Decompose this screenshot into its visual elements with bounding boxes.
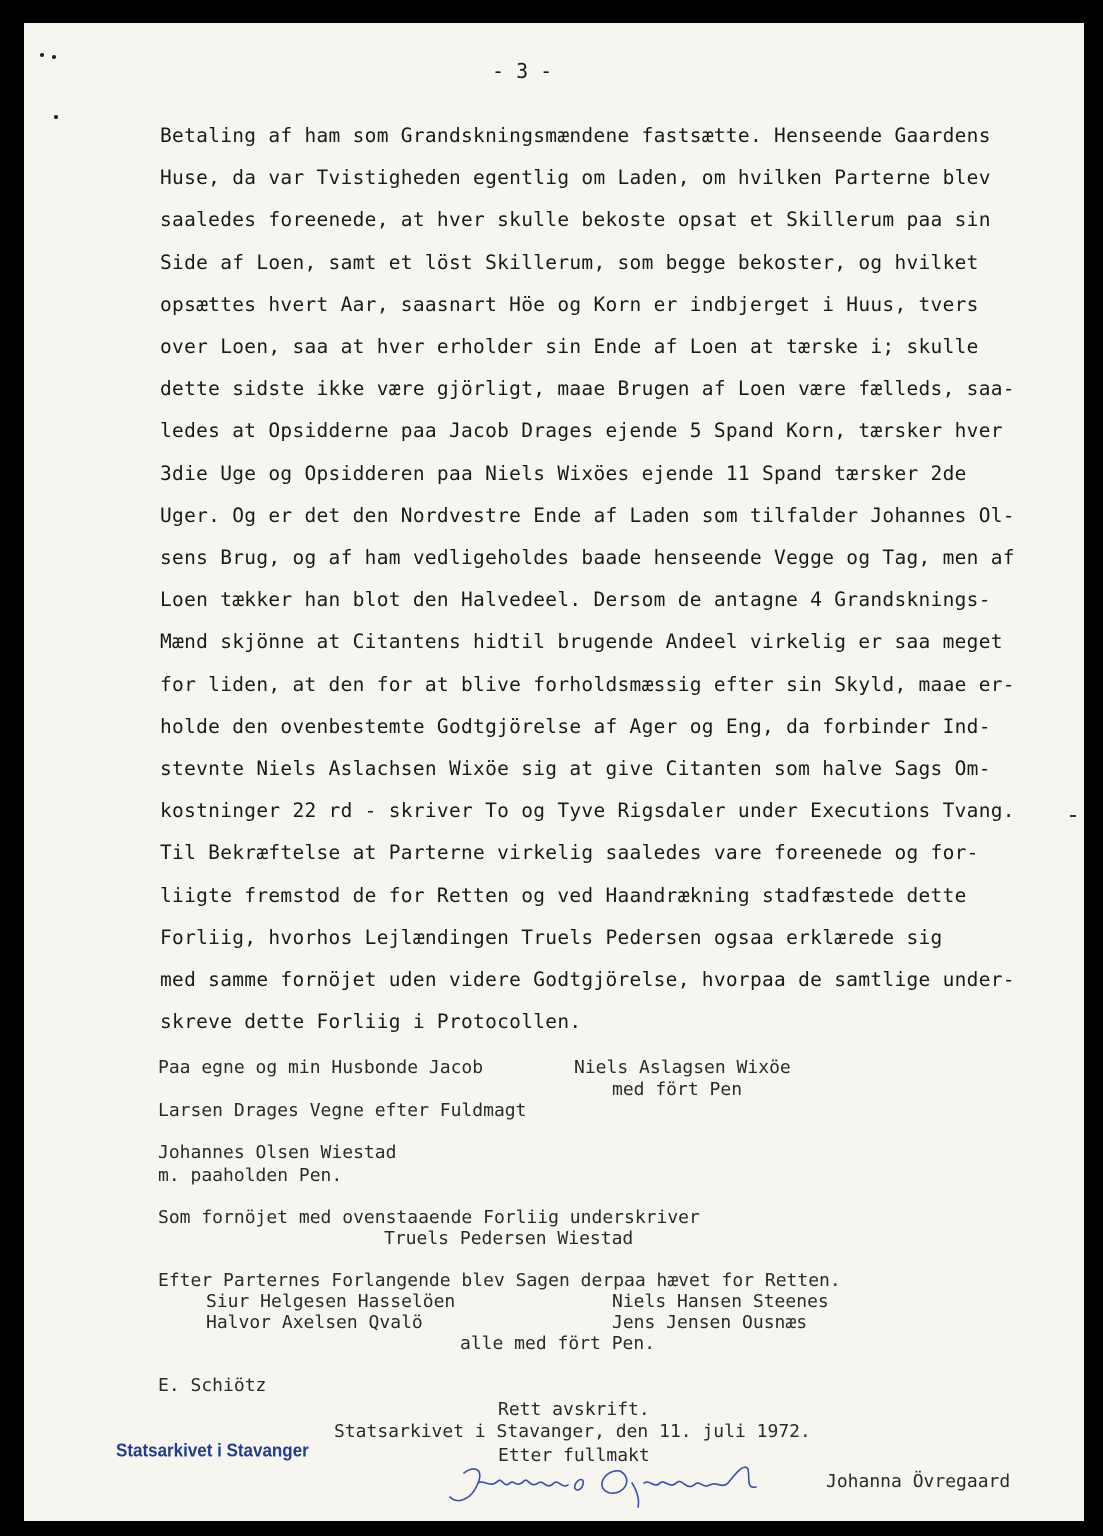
signature-schiotz: E. Schiötz xyxy=(158,1375,267,1396)
signature-johannes-name: Johannes Olsen Wiestad xyxy=(158,1142,397,1163)
body-line: Betaling af ham som Grandskningsmændene fastsætte. Henseende Gaardens xyxy=(160,124,991,147)
body-line: stevnte Niels Aslachsen Wixöe sig at give Citanten som halve Sags Om- xyxy=(160,757,991,780)
body-line: for liden, at den for at blive forholdsmæssig efter sin Skyld, maae er- xyxy=(160,672,1015,696)
body-line: 3die Uge og Opsidderen paa Niels Wixöes ejende 11 Spand tærsker 2de xyxy=(160,461,967,485)
margin-dot xyxy=(40,53,44,57)
certification-signer: Johanna Övregaard xyxy=(826,1471,1011,1492)
signature-larsen: Larsen Drages Vegne efter Fuldmagt xyxy=(158,1100,527,1121)
signature-niels-name: Niels Aslagsen Wixöe xyxy=(574,1057,791,1078)
signature-truels: Truels Pedersen Wiestad xyxy=(384,1228,634,1249)
body-line: kostninger 22 rd - skriver To og Tyve Rigsdaler under Executions Tvang. xyxy=(160,799,1015,823)
body-line: Til Bekræftelse at Parterne virkelig saaledes vare foreenede og for- xyxy=(160,841,979,865)
som-fornoejet-line: Som fornöjet med ovenstaaende Forliig underskriver xyxy=(158,1207,700,1228)
body-line: holde den ovenbestemte Godtgjörelse af Ager og Eng, da forbinder Ind- xyxy=(160,714,991,738)
body-line: Loen tækker han blot den Halvedeel. Dersom de antagne 4 Grandsknings- xyxy=(160,588,991,612)
body-line: Forliig, hvorhos Lejlændingen Truels Pedersen ogsaa erklærede sig xyxy=(160,925,943,949)
body-line: opsættes hvert Aar, saasnart Höe og Korn er indbjerget i Huus, tvers xyxy=(160,292,979,316)
body-line: dette sidste ikke være gjörligt, maae Brugen af Loen være fælleds, saa- xyxy=(160,377,1015,401)
certification-rett: Rett avskrift. xyxy=(498,1399,650,1420)
body-line: med samme fornöjet uden videre Godtgjörelse, hvorpaa de samtlige under- xyxy=(160,968,1015,991)
document-page xyxy=(24,23,1084,1521)
page-number: - 3 - xyxy=(492,59,553,83)
efter-parternes-line: Efter Parternes Forlangende blev Sagen derpaa hævet for Retten. xyxy=(158,1270,841,1291)
handwritten-signature xyxy=(444,1459,814,1517)
body-line: liigte fremstod de for Retten og ved Haandrækning stadfæstede dette xyxy=(160,883,967,907)
body-line: Huse, da var Tvistigheden egentlig om Laden, om hvilken Parterne blev xyxy=(160,166,991,190)
signature-niels-pen: med fört Pen xyxy=(612,1079,743,1100)
margin-dot xyxy=(54,115,58,119)
signature-niels-hansen: Niels Hansen Steenes xyxy=(612,1291,829,1312)
body-line: Mænd skjönne at Citantens hidtil brugende Andeel virkelig er saa meget xyxy=(160,630,1003,654)
body-line: Side af Loen, samt et löst Skillerum, som begge bekoster, og hvilket xyxy=(160,250,979,274)
body-line: over Loen, saa at hver erholder sin Ende af Loen at tærske i; skulle xyxy=(160,335,979,358)
body-line: Uger. Og er det den Nordvestre Ende af Laden som tilfalder Johannes Ol- xyxy=(160,503,1015,527)
margin-dot xyxy=(52,55,56,59)
certification-etter: Etter fullmakt xyxy=(498,1445,650,1466)
body-line: sens Brug, og af ham vedligeholdes baade henseende Vegge og Tag, men af xyxy=(160,546,1015,569)
signature-siur: Siur Helgesen Hasselöen xyxy=(206,1291,456,1312)
signature-paa-egne: Paa egne og min Husbonde Jacob xyxy=(158,1057,484,1078)
body-line: saaledes foreenede, at hver skulle bekoste opsat et Skillerum paa sin xyxy=(160,208,991,232)
signature-halvor: Halvor Axelsen Qvalö xyxy=(206,1312,423,1333)
margin-mark xyxy=(1070,815,1076,817)
signature-jens: Jens Jensen Ousnæs xyxy=(612,1312,808,1333)
signature-johannes-pen: m. paaholden Pen. xyxy=(158,1165,343,1186)
certification-statsarkivet: Statsarkivet i Stavanger, den 11. juli 1972. xyxy=(334,1421,811,1442)
archive-stamp: Statsarkivet i Stavanger xyxy=(116,1440,309,1461)
body-line: skreve dette Forliig i Protocollen. xyxy=(160,1010,582,1034)
alle-med-foert-pen: alle med fört Pen. xyxy=(460,1333,656,1354)
body-line: ledes at Opsidderne paa Jacob Drages ejende 5 Spand Korn, tærsker hver xyxy=(160,419,1003,443)
